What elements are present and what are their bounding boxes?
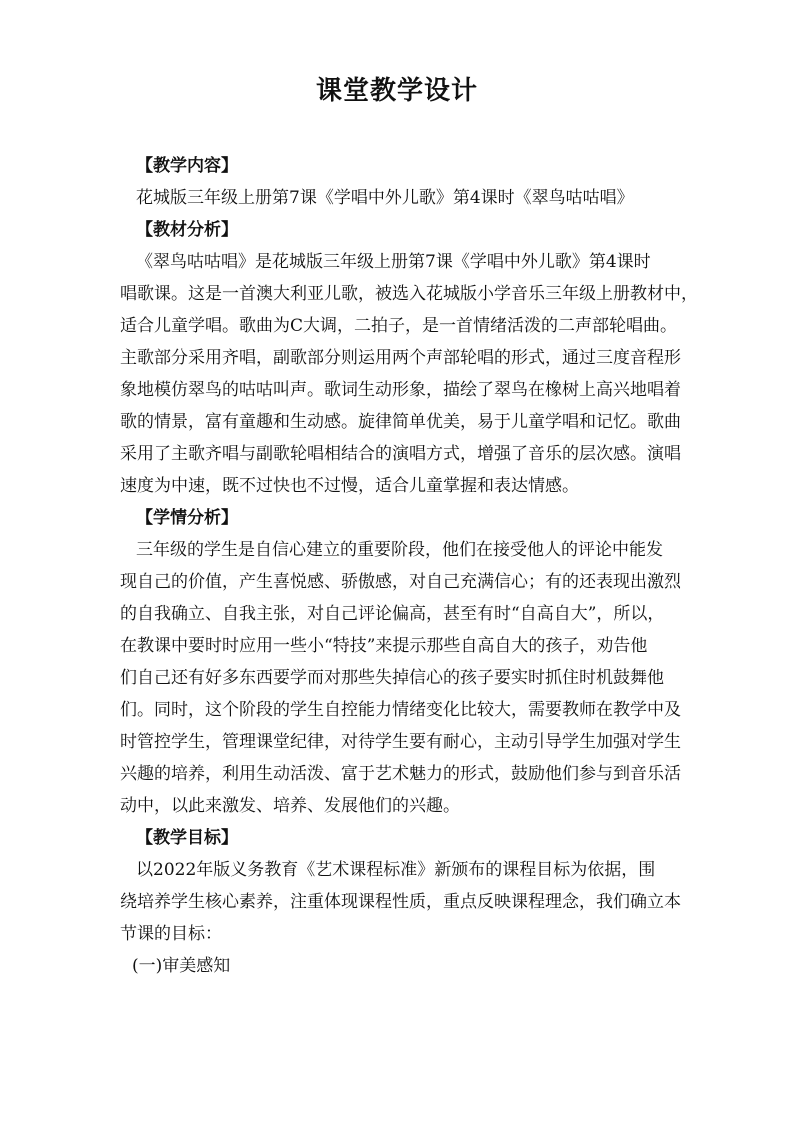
- heading-student-analysis: 【学情分析】: [136, 508, 238, 528]
- heading-teaching-goals: 【教学目标】: [136, 828, 238, 848]
- page-title: 课堂教学设计: [315, 76, 478, 106]
- sub-heading-aesthetic-perception: (一)审美感知: [132, 956, 231, 976]
- text-line: 《翠鸟咕咕唱》是花城版三年级上册第7课《学唱中外儿歌》第4课时: [136, 252, 651, 272]
- text-line: 速度为中速，既不过快也不过慢，适合儿童掌握和表达情感。: [120, 476, 579, 496]
- heading-material-analysis: 【教材分析】: [136, 220, 238, 240]
- text-line: 们自己还有好多东西要学而对那些失掉信心的孩子要实时抓住时机鼓舞他: [120, 668, 664, 688]
- text-line: 时管控学生，管理课堂纪律，对待学生要有耐心，主动引导学生加强对学生: [120, 732, 681, 752]
- heading-teaching-content: 【教学内容】: [136, 156, 238, 176]
- text-line: 适合儿童学唱。歌曲为C大调，二拍子，是一首情绪活泼的二声部轮唱曲。: [120, 316, 678, 336]
- text-line: 歌的情景，富有童趣和生动感。旋律简单优美，易于儿童学唱和记忆。歌曲: [120, 412, 681, 432]
- text-line: 三年级的学生是自信心建立的重要阶段，他们在接受他人的评论中能发: [136, 540, 663, 560]
- text-line: 唱歌课。这是一首澳大利亚儿歌，被选入花城版小学音乐三年级上册教材中，: [120, 284, 698, 304]
- teaching-goals-paragraph: [120, 854, 690, 950]
- document-body: [120, 150, 698, 982]
- text-line: 动中，以此来激发、培养、发展他们的兴趣。: [120, 796, 460, 816]
- text-line: 兴趣的培养，利用生动活泼、富于艺术魅力的形式，鼓励他们参与到音乐活: [120, 764, 681, 784]
- text-line: 绕培养学生核心素养，注重体现课程性质，重点反映课程理念，我们确立本: [120, 892, 681, 912]
- text-line: 现自己的价值，产生喜悦感、骄傲感，对自己充满信心；有的还表现出激烈: [120, 572, 681, 592]
- teaching-content-paragraph: [120, 182, 690, 214]
- material-analysis-paragraph: [120, 246, 698, 502]
- text-line: 以2022年版义务教育《艺术课程标准》新颁布的课程目标为依据，围: [136, 860, 656, 880]
- text-line: 主歌部分采用齐唱，副歌部分则运用两个声部轮唱的形式，通过三度音程形: [120, 348, 681, 368]
- text-line: 花城版三年级上册第7课《学唱中外儿歌》第4课时《翠鸟咕咕唱》: [136, 188, 634, 208]
- text-line: 象地模仿翠鸟的咕咕叫声。歌词生动形象，描绘了翠鸟在橡树上高兴地唱着: [120, 380, 681, 400]
- text-line: 采用了主歌齐唱与副歌轮唱相结合的演唱方式，增强了音乐的层次感。演唱: [120, 444, 681, 464]
- text-line: 节课的目标：: [120, 924, 222, 944]
- student-analysis-paragraph: [120, 534, 690, 822]
- text-line: 的自我确立、自我主张，对自己评论偏高，甚至有时“自高自大”，所以，: [120, 604, 665, 624]
- text-line: 们。同时，这个阶段的学生自控能力情绪变化比较大，需要教师在教学中及: [120, 700, 681, 720]
- text-line: 在教课中要时时应用一些小“特技”来提示那些自高自大的孩子，劝告他: [120, 636, 648, 656]
